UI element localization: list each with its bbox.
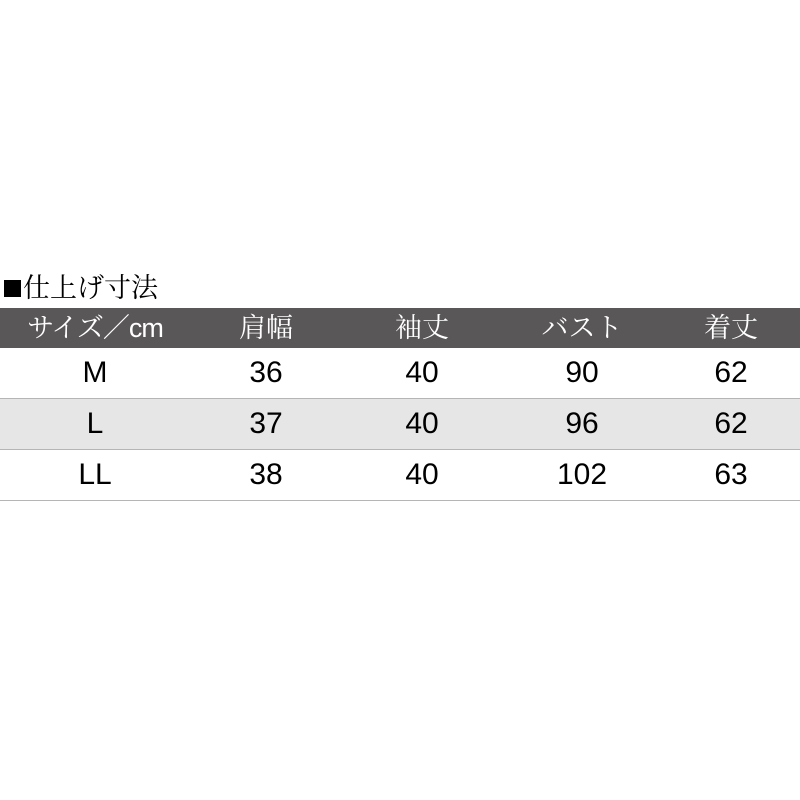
cell-size: LL bbox=[0, 450, 190, 501]
table-header-shoulder: 肩幅 bbox=[190, 308, 342, 348]
cell-sleeve: 40 bbox=[342, 399, 502, 450]
cell-bust: 102 bbox=[502, 450, 662, 501]
cell-length: 63 bbox=[662, 450, 800, 501]
size-table bbox=[0, 308, 800, 501]
table-row bbox=[0, 450, 800, 501]
cell-sleeve: 40 bbox=[342, 450, 502, 501]
cell-shoulder: 38 bbox=[190, 450, 342, 501]
table-row bbox=[0, 348, 800, 399]
cell-bust: 90 bbox=[502, 348, 662, 399]
table-header bbox=[0, 308, 800, 348]
cell-sleeve: 40 bbox=[342, 348, 502, 399]
table-header-row bbox=[0, 308, 800, 348]
cell-length: 62 bbox=[662, 348, 800, 399]
cell-bust: 96 bbox=[502, 399, 662, 450]
cell-size: L bbox=[0, 399, 190, 450]
cell-size: M bbox=[0, 348, 190, 399]
section-caption-label: 仕上げ寸法 bbox=[23, 273, 158, 303]
table-header-bust: バスト bbox=[502, 308, 662, 348]
finished-measurements-block bbox=[0, 275, 800, 501]
table-body bbox=[0, 348, 800, 501]
table-header-length: 着丈 bbox=[662, 308, 800, 348]
cell-shoulder: 36 bbox=[190, 348, 342, 399]
table-header-sleeve: 袖丈 bbox=[342, 308, 502, 348]
cell-length: 62 bbox=[662, 399, 800, 450]
table-header-size: サイズ／cm bbox=[0, 308, 190, 348]
cell-shoulder: 37 bbox=[190, 399, 342, 450]
section-caption bbox=[0, 275, 800, 302]
black-square-bullet-icon bbox=[4, 280, 21, 297]
table-row bbox=[0, 399, 800, 450]
